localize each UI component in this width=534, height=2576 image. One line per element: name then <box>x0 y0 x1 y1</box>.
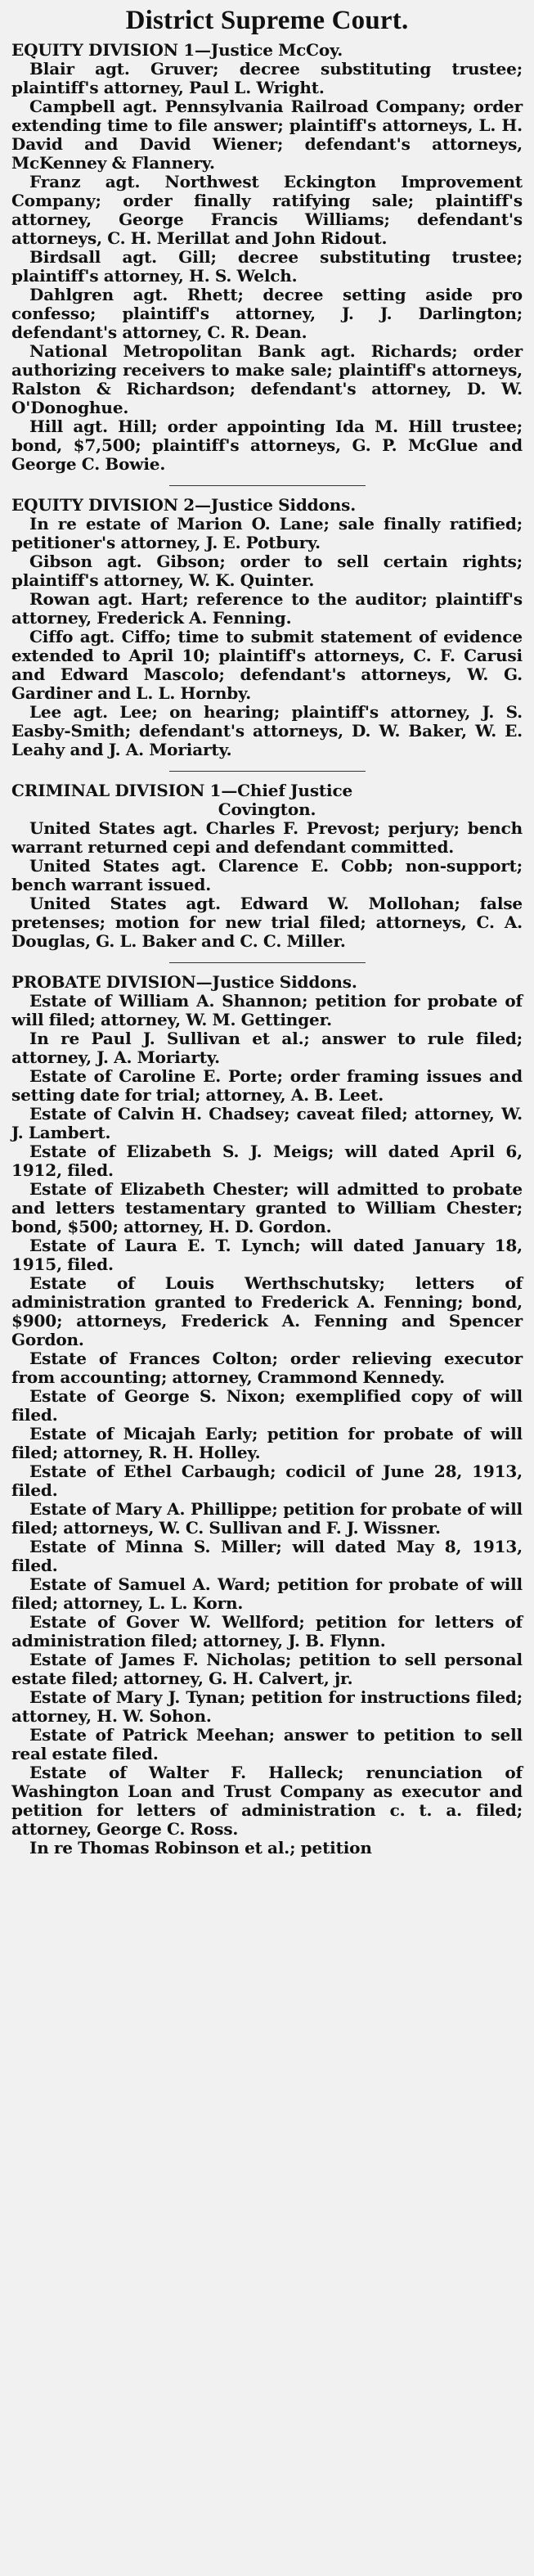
court-entry: Blair agt. Gruver; decree substituting trustee; plaintiff's attorney, Paul L. Wright. <box>11 59 523 97</box>
court-entry: Franz agt. Northwest Eckington Improvement Company; order finally ratifying sale; plaintiff's attorney, George Francis Williams; defendant's attorneys, C. H. Merillat and John Ridout. <box>11 172 523 248</box>
court-entry: Estate of William A. Shannon; petition for probate of will filed; attorney, W. M. Gettinger. <box>11 991 523 1029</box>
court-entry: In re Thomas Robinson et al.; petition <box>29 1838 372 1858</box>
court-entry: United States agt. Edward W. Mollohan; false pretenses; motion for new trial filed; attorneys, C. A. Douglas, G. L. Baker and C. C. Miller. <box>11 894 523 951</box>
section-heading: CRIMINAL DIVISION 1—Chief Justice <box>11 781 353 800</box>
court-entry: Estate of Mary J. Tynan; petition for instructions filed; attorney, H. W. Sohon. <box>11 1687 523 1726</box>
court-entry: Lee agt. Lee; on hearing; plaintiff's attorney, J. S. Easby-Smith; defendant's attorneys, D. W. Baker, W. E. Leahy and J. A. Moriarty. <box>11 702 523 759</box>
court-entry: Campbell agt. Pennsylvania Railroad Company; order extending time to file answer; plaintiff's attorneys, L. H. David and David Wiener; defendant's attorneys, McKenney & Flannery. <box>11 97 523 173</box>
section-equity-division-2 <box>11 496 523 759</box>
court-entry: United States agt. Charles F. Prevost; perjury; bench warrant returned cepi and defendant committed. <box>11 818 523 857</box>
court-entry: Estate of Louis Werthschutsky; letters of administration granted to Frederick A. Fenning; bond, $900; attorneys, Frederick A. Fenning and Spencer Gordon. <box>11 1273 523 1349</box>
court-entry: Estate of Caroline E. Porte; order framing issues and setting date for trial; attorney, A. B. Leet. <box>11 1066 523 1105</box>
section-divider <box>169 485 366 486</box>
court-entry: Gibson agt. Gibson; order to sell certain rights; plaintiff's attorney, W. K. Quinter. <box>11 552 523 590</box>
court-entry: Estate of Frances Colton; order relieving executor from accounting; attorney, Crammond Kennedy. <box>11 1349 523 1387</box>
section-equity-division-1 <box>11 41 523 474</box>
court-entry: Rowan agt. Hart; reference to the auditor; plaintiff's attorney, Frederick A. Fenning. <box>11 589 523 628</box>
court-entry: Dahlgren agt. Rhett; decree setting aside pro confesso; plaintiff's attorney, J. J. Darlington; defendant's attorney, C. R. Dean. <box>11 285 523 342</box>
court-entry: Estate of Elizabeth Chester; will admitted to probate and letters testamentary granted to William Chester; bond, $500; attorney, H. D. Gordon. <box>11 1179 523 1236</box>
column-title: District Supreme Court. <box>125 6 409 35</box>
section-divider <box>169 962 366 963</box>
court-entry: Estate of Elizabeth S. J. Meigs; will dated April 6, 1912, filed. <box>11 1142 523 1180</box>
court-entry: Estate of Calvin H. Chadsey; caveat filed; attorney, W. J. Lambert. <box>11 1104 523 1142</box>
court-entry: Estate of Patrick Meehan; answer to petition to sell real estate filed. <box>11 1725 523 1763</box>
court-entry: Estate of George S. Nixon; exemplified copy of will filed. <box>11 1386 523 1425</box>
court-entry: Estate of Micajah Early; petition for probate of will filed; attorney, R. H. Holley. <box>11 1424 523 1462</box>
section-heading: PROBATE DIVISION—Justice Siddons. <box>11 972 357 992</box>
court-entry: Estate of Walter F. Halleck; renunciation of Washington Loan and Trust Company as executor and petition for letters of administration c. t. a. filed; attorney, George C. Ross. <box>11 1763 523 1839</box>
section-heading-continued: Covington. <box>218 799 316 819</box>
court-entry: Estate of Gover W. Wellford; petition for letters of administration filed; attorney, J. B. Flynn. <box>11 1612 523 1651</box>
court-entry: Birdsall agt. Gill; decree substituting trustee; plaintiff's attorney, H. S. Welch. <box>11 247 523 286</box>
court-entry: Estate of Laura E. T. Lynch; will dated January 18, 1915, filed. <box>11 1236 523 1274</box>
section-heading: EQUITY DIVISION 1—Justice McCoy. <box>11 40 343 60</box>
court-entry: Estate of James F. Nicholas; petition to sell personal estate filed; attorney, G. H. Calvert, jr. <box>11 1650 523 1688</box>
section-heading: EQUITY DIVISION 2—Justice Siddons. <box>11 495 357 515</box>
section-probate-division <box>11 973 523 1858</box>
court-entry: In re estate of Marion O. Lane; sale finally ratified; petitioner's attorney, J. E. Potbury. <box>11 514 523 552</box>
section-criminal-division-1 <box>11 781 523 951</box>
court-entry: National Metropolitan Bank agt. Richards; order authorizing receivers to make sale; plaintiff's attorneys, Ralston & Richardson; defendant's attorney, D. W. O'Donoghue. <box>11 341 523 417</box>
court-entry: Ciffo agt. Ciffo; time to submit statement of evidence extended to April 10; plaintiff's attorneys, C. F. Carusi and Edward Mascolo; defendant's attorneys, W. G. Gardiner and L. L. Hornby. <box>11 627 523 703</box>
court-entry: United States agt. Clarence E. Cobb; non-support; bench warrant issued. <box>11 856 523 894</box>
court-entry: Estate of Ethel Carbaugh; codicil of June 28, 1913, filed. <box>11 1461 523 1500</box>
court-entry: Hill agt. Hill; order appointing Ida M. Hill trustee; bond, $7,500; plaintiff's attorneys, G. P. McGlue and George C. Bowie. <box>11 417 523 474</box>
court-entry: Estate of Samuel A. Ward; petition for probate of will filed; attorney, L. L. Korn. <box>11 1574 523 1613</box>
court-entry: Estate of Minna S. Miller; will dated May 8, 1913, filed. <box>11 1537 523 1575</box>
court-entry: Estate of Mary A. Phillippe; petition for probate of will filed; attorneys, W. C. Sullivan and F. J. Wissner. <box>11 1499 523 1538</box>
court-entry: In re Paul J. Sullivan et al.; answer to rule filed; attorney, J. A. Moriarty. <box>11 1029 523 1067</box>
section-divider <box>169 771 366 772</box>
